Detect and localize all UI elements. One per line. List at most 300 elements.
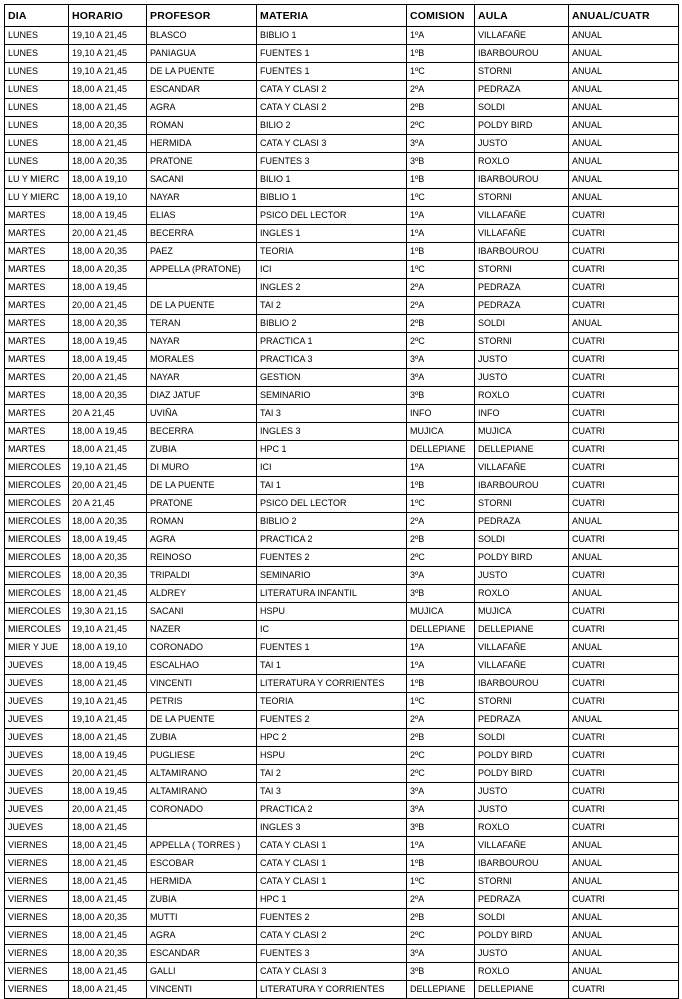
cell-profesor: AGRA — [147, 531, 257, 549]
cell-anual-cuatr: CUATRI — [569, 783, 679, 801]
cell-aula: JUSTO — [475, 351, 569, 369]
cell-materia: HPC 1 — [257, 891, 407, 909]
cell-profesor: TRIPALDI — [147, 567, 257, 585]
cell-aula: JUSTO — [475, 945, 569, 963]
table-row — [5, 513, 679, 531]
cell-profesor: HERMIDA — [147, 135, 257, 153]
cell-profesor: NAYAR — [147, 189, 257, 207]
cell-dia: LUNES — [5, 135, 69, 153]
cell-comision: 3ºB — [407, 585, 475, 603]
cell-comision: 1ºC — [407, 495, 475, 513]
cell-horario: 18,00 A 21,45 — [69, 837, 147, 855]
cell-materia: LITERATURA Y CORRIENTES — [257, 675, 407, 693]
table-row — [5, 603, 679, 621]
cell-profesor: SACANI — [147, 171, 257, 189]
cell-profesor: DIAZ JATUF — [147, 387, 257, 405]
cell-materia: HSPU — [257, 603, 407, 621]
cell-anual-cuatr: ANUAL — [569, 117, 679, 135]
cell-profesor: VINCENTI — [147, 981, 257, 999]
cell-materia: BIBLIO 1 — [257, 27, 407, 45]
table-row — [5, 927, 679, 945]
cell-dia: LUNES — [5, 99, 69, 117]
cell-dia: MARTES — [5, 405, 69, 423]
cell-comision: DELLEPIANE — [407, 441, 475, 459]
cell-materia: TAI 1 — [257, 477, 407, 495]
column-header-dia: DIA — [5, 5, 69, 27]
cell-aula: SOLDI — [475, 909, 569, 927]
cell-comision: 2ºA — [407, 297, 475, 315]
cell-anual-cuatr: CUATRI — [569, 387, 679, 405]
cell-aula: VILLAFAÑE — [475, 639, 569, 657]
cell-anual-cuatr: CUATRI — [569, 441, 679, 459]
cell-profesor: ALDREY — [147, 585, 257, 603]
cell-aula: IBARBOUROU — [475, 477, 569, 495]
cell-profesor: CORONADO — [147, 801, 257, 819]
cell-horario: 18,00 A 19,45 — [69, 531, 147, 549]
cell-horario: 18,00 A 21,45 — [69, 729, 147, 747]
cell-profesor: ESCANDAR — [147, 945, 257, 963]
cell-profesor: APPELLA (PRATONE) — [147, 261, 257, 279]
cell-horario: 18,00 A 21,45 — [69, 441, 147, 459]
cell-dia: JUEVES — [5, 765, 69, 783]
cell-comision: 2ºA — [407, 513, 475, 531]
cell-materia: HPC 1 — [257, 441, 407, 459]
table-row — [5, 387, 679, 405]
table-row — [5, 837, 679, 855]
table-row — [5, 135, 679, 153]
cell-aula: STORNI — [475, 495, 569, 513]
cell-anual-cuatr: ANUAL — [569, 27, 679, 45]
cell-comision: INFO — [407, 405, 475, 423]
cell-aula: MUJICA — [475, 603, 569, 621]
cell-anual-cuatr: CUATRI — [569, 351, 679, 369]
cell-materia: CATA Y CLASI 2 — [257, 81, 407, 99]
cell-profesor: NAZER — [147, 621, 257, 639]
column-header-comision: COMISION — [407, 5, 475, 27]
cell-materia: FUENTES 1 — [257, 63, 407, 81]
cell-comision: 1ºA — [407, 207, 475, 225]
cell-materia: BILIO 2 — [257, 117, 407, 135]
cell-horario: 18,00 A 20,35 — [69, 567, 147, 585]
table-row — [5, 171, 679, 189]
cell-materia: HPC 2 — [257, 729, 407, 747]
cell-horario: 19,10 A 21,45 — [69, 711, 147, 729]
cell-anual-cuatr: CUATRI — [569, 801, 679, 819]
cell-horario: 18,00 A 19,45 — [69, 747, 147, 765]
cell-dia: JUEVES — [5, 729, 69, 747]
cell-horario: 18,00 A 21,45 — [69, 981, 147, 999]
cell-aula: PEDRAZA — [475, 513, 569, 531]
cell-materia: HSPU — [257, 747, 407, 765]
table-row — [5, 441, 679, 459]
cell-anual-cuatr: ANUAL — [569, 945, 679, 963]
cell-materia: SEMINARIO — [257, 567, 407, 585]
cell-horario: 18,00 A 21,45 — [69, 675, 147, 693]
table-row — [5, 99, 679, 117]
cell-comision: 3ºA — [407, 801, 475, 819]
cell-comision: MUJICA — [407, 423, 475, 441]
cell-profesor: PANIAGUA — [147, 45, 257, 63]
cell-horario: 20 A 21,45 — [69, 495, 147, 513]
cell-aula: INFO — [475, 405, 569, 423]
cell-materia: FUENTES 1 — [257, 45, 407, 63]
cell-horario: 18,00 A 20,35 — [69, 909, 147, 927]
cell-comision: 1ºA — [407, 837, 475, 855]
cell-dia: JUEVES — [5, 783, 69, 801]
cell-profesor: ALTAMIRANO — [147, 783, 257, 801]
cell-dia: MARTES — [5, 261, 69, 279]
table-row — [5, 297, 679, 315]
cell-horario: 18,00 A 20,35 — [69, 153, 147, 171]
cell-horario: 18,00 A 20,35 — [69, 513, 147, 531]
table-row — [5, 675, 679, 693]
cell-anual-cuatr: CUATRI — [569, 495, 679, 513]
cell-comision: 3ºA — [407, 351, 475, 369]
cell-materia: CATA Y CLASI 2 — [257, 927, 407, 945]
cell-materia: FUENTES 2 — [257, 549, 407, 567]
cell-comision: 3ºB — [407, 153, 475, 171]
cell-comision: 1ºB — [407, 171, 475, 189]
table-row — [5, 225, 679, 243]
cell-horario: 19,10 A 21,45 — [69, 621, 147, 639]
cell-aula: SOLDI — [475, 531, 569, 549]
cell-anual-cuatr: ANUAL — [569, 909, 679, 927]
cell-dia: MIERCOLES — [5, 585, 69, 603]
cell-dia: JUEVES — [5, 693, 69, 711]
cell-profesor: ALTAMIRANO — [147, 765, 257, 783]
cell-profesor: CORONADO — [147, 639, 257, 657]
cell-horario: 18,00 A 21,45 — [69, 927, 147, 945]
cell-profesor: ROMAN — [147, 117, 257, 135]
cell-dia: JUEVES — [5, 801, 69, 819]
cell-horario: 19,10 A 21,45 — [69, 693, 147, 711]
cell-aula: DELLEPIANE — [475, 621, 569, 639]
table-row — [5, 45, 679, 63]
cell-anual-cuatr: CUATRI — [569, 207, 679, 225]
cell-dia: VIERNES — [5, 927, 69, 945]
cell-anual-cuatr: CUATRI — [569, 423, 679, 441]
cell-profesor: DE LA PUENTE — [147, 711, 257, 729]
cell-aula: STORNI — [475, 693, 569, 711]
cell-anual-cuatr: CUATRI — [569, 981, 679, 999]
cell-anual-cuatr: ANUAL — [569, 135, 679, 153]
cell-dia: VIERNES — [5, 891, 69, 909]
cell-materia: INGLES 3 — [257, 423, 407, 441]
cell-anual-cuatr: CUATRI — [569, 459, 679, 477]
cell-aula: VILLAFAÑE — [475, 657, 569, 675]
cell-anual-cuatr: ANUAL — [569, 927, 679, 945]
cell-aula: VILLAFAÑE — [475, 27, 569, 45]
cell-comision: 1ºB — [407, 477, 475, 495]
cell-dia: LUNES — [5, 45, 69, 63]
cell-aula: JUSTO — [475, 783, 569, 801]
cell-horario: 19,10 A 21,45 — [69, 63, 147, 81]
cell-dia: VIERNES — [5, 963, 69, 981]
cell-profesor: NAYAR — [147, 333, 257, 351]
cell-dia: MIERCOLES — [5, 603, 69, 621]
cell-materia: PRACTICA 3 — [257, 351, 407, 369]
cell-anual-cuatr: ANUAL — [569, 171, 679, 189]
cell-materia: INGLES 3 — [257, 819, 407, 837]
cell-anual-cuatr: CUATRI — [569, 693, 679, 711]
table-row — [5, 729, 679, 747]
cell-materia: FUENTES 2 — [257, 711, 407, 729]
cell-anual-cuatr: CUATRI — [569, 657, 679, 675]
cell-aula: VILLAFAÑE — [475, 225, 569, 243]
cell-profesor: HERMIDA — [147, 873, 257, 891]
cell-profesor: BLASCO — [147, 27, 257, 45]
table-row — [5, 567, 679, 585]
cell-dia: VIERNES — [5, 837, 69, 855]
cell-anual-cuatr: ANUAL — [569, 549, 679, 567]
cell-anual-cuatr: CUATRI — [569, 261, 679, 279]
cell-comision: 1ºB — [407, 45, 475, 63]
cell-materia: ICI — [257, 459, 407, 477]
table-row — [5, 873, 679, 891]
cell-materia: TEORIA — [257, 693, 407, 711]
cell-dia: MIERCOLES — [5, 495, 69, 513]
cell-profesor: PETRIS — [147, 693, 257, 711]
cell-aula: IBARBOUROU — [475, 171, 569, 189]
cell-anual-cuatr: CUATRI — [569, 405, 679, 423]
cell-profesor: BECERRA — [147, 423, 257, 441]
cell-aula: ROXLO — [475, 585, 569, 603]
cell-profesor: PUGLIESE — [147, 747, 257, 765]
cell-horario: 20,00 A 21,45 — [69, 225, 147, 243]
cell-comision: 2ºC — [407, 747, 475, 765]
cell-profesor: ESCANDAR — [147, 81, 257, 99]
cell-anual-cuatr: CUATRI — [569, 819, 679, 837]
cell-anual-cuatr: CUATRI — [569, 477, 679, 495]
cell-horario: 20,00 A 21,45 — [69, 765, 147, 783]
cell-aula: ROXLO — [475, 963, 569, 981]
cell-horario: 18,00 A 19,10 — [69, 189, 147, 207]
cell-materia: PSICO DEL LECTOR — [257, 495, 407, 513]
table-row — [5, 405, 679, 423]
cell-aula: POLDY BIRD — [475, 549, 569, 567]
table-row — [5, 531, 679, 549]
cell-anual-cuatr: CUATRI — [569, 621, 679, 639]
cell-materia: TAI 1 — [257, 657, 407, 675]
table-row — [5, 117, 679, 135]
cell-dia: LUNES — [5, 63, 69, 81]
cell-anual-cuatr: ANUAL — [569, 585, 679, 603]
cell-profesor: AGRA — [147, 99, 257, 117]
cell-anual-cuatr: CUATRI — [569, 531, 679, 549]
cell-anual-cuatr: ANUAL — [569, 99, 679, 117]
cell-comision: 1ºC — [407, 873, 475, 891]
table-row — [5, 63, 679, 81]
cell-materia: CATA Y CLASI 2 — [257, 99, 407, 117]
cell-comision: 2ºA — [407, 891, 475, 909]
cell-comision: 3ºB — [407, 387, 475, 405]
cell-profesor: NAYAR — [147, 369, 257, 387]
cell-comision: 1ºB — [407, 243, 475, 261]
cell-profesor: ESCALHAO — [147, 657, 257, 675]
cell-horario: 20,00 A 21,45 — [69, 801, 147, 819]
cell-dia: MIER Y JUE — [5, 639, 69, 657]
cell-anual-cuatr: ANUAL — [569, 315, 679, 333]
cell-anual-cuatr: CUATRI — [569, 279, 679, 297]
table-row — [5, 783, 679, 801]
cell-anual-cuatr: CUATRI — [569, 297, 679, 315]
cell-horario: 18,00 A 19,45 — [69, 279, 147, 297]
cell-materia: PRACTICA 2 — [257, 801, 407, 819]
cell-horario: 20,00 A 21,45 — [69, 477, 147, 495]
cell-anual-cuatr: ANUAL — [569, 513, 679, 531]
cell-materia: INGLES 1 — [257, 225, 407, 243]
cell-horario: 20,00 A 21,45 — [69, 297, 147, 315]
cell-horario: 18,00 A 20,35 — [69, 261, 147, 279]
cell-materia: TAI 3 — [257, 783, 407, 801]
cell-materia: TAI 3 — [257, 405, 407, 423]
cell-horario: 18,00 A 19,45 — [69, 423, 147, 441]
cell-profesor: ROMAN — [147, 513, 257, 531]
cell-anual-cuatr: CUATRI — [569, 675, 679, 693]
cell-aula: IBARBOUROU — [475, 855, 569, 873]
cell-dia: MARTES — [5, 423, 69, 441]
cell-comision: 3ºA — [407, 945, 475, 963]
cell-dia: LU Y MIERC — [5, 189, 69, 207]
table-row — [5, 747, 679, 765]
table-row — [5, 585, 679, 603]
cell-horario: 18,00 A 20,35 — [69, 117, 147, 135]
cell-dia: MARTES — [5, 279, 69, 297]
cell-profesor: ESCOBAR — [147, 855, 257, 873]
cell-profesor: ELIAS — [147, 207, 257, 225]
cell-comision: 1ºC — [407, 261, 475, 279]
cell-aula: ROXLO — [475, 819, 569, 837]
cell-aula: STORNI — [475, 261, 569, 279]
cell-horario: 18,00 A 20,35 — [69, 243, 147, 261]
cell-aula: PEDRAZA — [475, 891, 569, 909]
cell-dia: MARTES — [5, 207, 69, 225]
cell-aula: VILLAFAÑE — [475, 459, 569, 477]
table-row — [5, 81, 679, 99]
table-row — [5, 351, 679, 369]
cell-horario: 19,10 A 21,45 — [69, 45, 147, 63]
cell-horario: 18,00 A 21,45 — [69, 963, 147, 981]
cell-anual-cuatr: ANUAL — [569, 63, 679, 81]
cell-anual-cuatr: CUATRI — [569, 369, 679, 387]
table-row — [5, 207, 679, 225]
table-row — [5, 189, 679, 207]
cell-horario: 18,00 A 21,45 — [69, 873, 147, 891]
table-row — [5, 639, 679, 657]
cell-anual-cuatr: CUATRI — [569, 729, 679, 747]
cell-horario: 19,10 A 21,45 — [69, 27, 147, 45]
cell-profesor: PRATONE — [147, 495, 257, 513]
cell-anual-cuatr: ANUAL — [569, 837, 679, 855]
cell-aula: MUJICA — [475, 423, 569, 441]
cell-dia: LU Y MIERC — [5, 171, 69, 189]
cell-anual-cuatr: ANUAL — [569, 855, 679, 873]
cell-dia: VIERNES — [5, 945, 69, 963]
cell-materia: PRACTICA 1 — [257, 333, 407, 351]
cell-dia: MARTES — [5, 297, 69, 315]
cell-dia: MARTES — [5, 441, 69, 459]
table-row — [5, 693, 679, 711]
cell-comision: 1ºA — [407, 657, 475, 675]
cell-horario: 18,00 A 21,45 — [69, 855, 147, 873]
cell-horario: 18,00 A 20,35 — [69, 549, 147, 567]
cell-horario: 18,00 A 21,45 — [69, 891, 147, 909]
cell-materia: CATA Y CLASI 3 — [257, 135, 407, 153]
cell-materia: CATA Y CLASI 1 — [257, 873, 407, 891]
cell-anual-cuatr: CUATRI — [569, 567, 679, 585]
cell-profesor: PRATONE — [147, 153, 257, 171]
cell-horario: 19,10 A 21,45 — [69, 459, 147, 477]
table-row — [5, 153, 679, 171]
cell-materia: FUENTES 3 — [257, 945, 407, 963]
cell-materia: IC — [257, 621, 407, 639]
cell-horario: 18,00 A 19,45 — [69, 351, 147, 369]
cell-anual-cuatr: ANUAL — [569, 963, 679, 981]
cell-horario: 18,00 A 19,10 — [69, 639, 147, 657]
cell-materia: FUENTES 1 — [257, 639, 407, 657]
cell-anual-cuatr: CUATRI — [569, 243, 679, 261]
cell-aula: IBARBOUROU — [475, 675, 569, 693]
cell-aula: POLDY BIRD — [475, 765, 569, 783]
cell-comision: 2ºC — [407, 549, 475, 567]
table-row — [5, 981, 679, 999]
cell-comision: DELLEPIANE — [407, 981, 475, 999]
cell-anual-cuatr: CUATRI — [569, 765, 679, 783]
cell-dia: MARTES — [5, 315, 69, 333]
cell-anual-cuatr: CUATRI — [569, 603, 679, 621]
cell-aula: STORNI — [475, 63, 569, 81]
table-row — [5, 891, 679, 909]
cell-horario: 18,00 A 19,45 — [69, 333, 147, 351]
cell-materia: CATA Y CLASI 1 — [257, 855, 407, 873]
cell-aula: SOLDI — [475, 99, 569, 117]
table-body — [5, 27, 679, 999]
cell-dia: VIERNES — [5, 981, 69, 999]
cell-aula: DELLEPIANE — [475, 441, 569, 459]
cell-comision: 3ºA — [407, 783, 475, 801]
cell-aula: JUSTO — [475, 801, 569, 819]
cell-horario: 18,00 A 21,45 — [69, 585, 147, 603]
column-header-anual-cuatr: ANUAL/CUATR — [569, 5, 679, 27]
cell-materia: TEORIA — [257, 243, 407, 261]
cell-dia: JUEVES — [5, 675, 69, 693]
cell-profesor: APPELLA ( TORRES ) — [147, 837, 257, 855]
table-row — [5, 945, 679, 963]
cell-horario: 20,00 A 21,45 — [69, 369, 147, 387]
cell-comision: 1ºA — [407, 639, 475, 657]
cell-horario: 18,00 A 20,35 — [69, 387, 147, 405]
cell-dia: JUEVES — [5, 711, 69, 729]
cell-profesor: MORALES — [147, 351, 257, 369]
table-row — [5, 27, 679, 45]
cell-profesor: REINOSO — [147, 549, 257, 567]
cell-dia: MARTES — [5, 333, 69, 351]
cell-aula: JUSTO — [475, 369, 569, 387]
cell-materia: FUENTES 2 — [257, 909, 407, 927]
cell-materia: PRACTICA 2 — [257, 531, 407, 549]
cell-comision: 2ºB — [407, 729, 475, 747]
cell-comision: 1ºA — [407, 27, 475, 45]
cell-comision: 1ºC — [407, 189, 475, 207]
cell-comision: 2ºA — [407, 711, 475, 729]
cell-comision: 1ºA — [407, 459, 475, 477]
cell-horario: 18,00 A 21,45 — [69, 819, 147, 837]
cell-materia: TAI 2 — [257, 765, 407, 783]
cell-aula: STORNI — [475, 873, 569, 891]
cell-aula: POLDY BIRD — [475, 747, 569, 765]
cell-aula: JUSTO — [475, 567, 569, 585]
cell-aula: IBARBOUROU — [475, 45, 569, 63]
